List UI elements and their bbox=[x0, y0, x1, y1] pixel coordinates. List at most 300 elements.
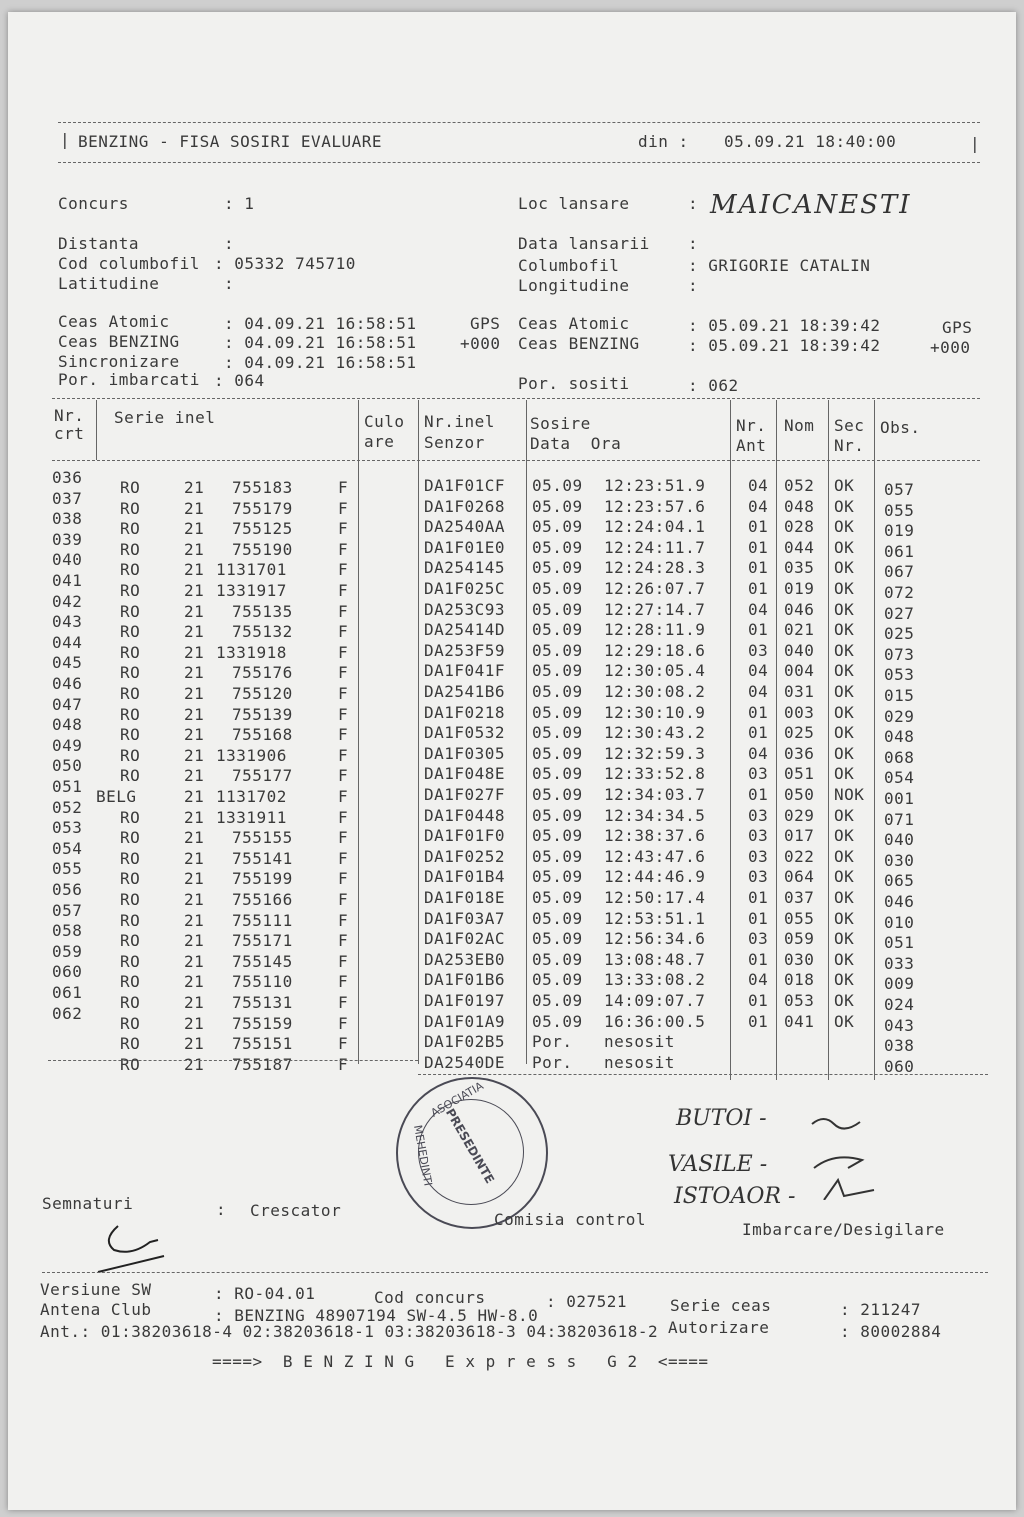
arrival-date-cell: 05.09 bbox=[532, 846, 583, 866]
semnaturi-label: Semnaturi bbox=[42, 1194, 134, 1213]
ring-number-cell: 755125 bbox=[232, 519, 293, 539]
handwritten-signature-3: ISTOAOR - bbox=[674, 1184, 796, 1209]
sec-cell: OK bbox=[834, 723, 855, 743]
tara-cell: RO bbox=[120, 910, 141, 930]
ring-number-cell: 755131 bbox=[232, 993, 293, 1012]
tara-cell: RO bbox=[120, 704, 141, 724]
sensor-cell: DA253C93 bbox=[424, 599, 506, 619]
obs-cell: 054 bbox=[884, 768, 915, 788]
nom-cell: 022 bbox=[784, 846, 815, 866]
sec-cell: OK bbox=[834, 661, 855, 681]
col-line-senzor bbox=[526, 400, 527, 1064]
an-cell: 21 bbox=[184, 560, 205, 580]
arrival-time-cell: 12:23:57.6 bbox=[604, 496, 706, 516]
table-top-rule bbox=[52, 398, 980, 399]
tara-cell: RO bbox=[120, 642, 141, 662]
arrival-date-cell: 05.09 bbox=[532, 908, 583, 928]
sensor-cell: DA1F01CF bbox=[424, 476, 506, 495]
ring-number-cell: 755145 bbox=[232, 951, 293, 971]
obs-cell: 025 bbox=[884, 624, 915, 644]
sensor-cell: DA1F01B6 bbox=[424, 970, 506, 990]
por-sositi-label: Por. sositi bbox=[518, 374, 630, 393]
sensor-cell: DA1F01A9 bbox=[424, 1011, 506, 1031]
tara-cell: RO bbox=[120, 498, 141, 518]
antenna-cell: 01 bbox=[748, 517, 769, 537]
arrival-time-cell: 12:24:04.1 bbox=[604, 517, 706, 537]
antenna-cell: 04 bbox=[748, 682, 769, 701]
nom-cell: 036 bbox=[784, 743, 815, 763]
sensor-cell: DA1F0305 bbox=[424, 743, 506, 763]
an-cell: 21 bbox=[184, 1013, 205, 1033]
nom-cell: 028 bbox=[784, 517, 815, 537]
arrival-date-cell: 05.09 bbox=[532, 702, 583, 722]
sec-cell: OK bbox=[834, 929, 855, 949]
obs-cell: 030 bbox=[884, 850, 915, 870]
nom-cell: 048 bbox=[784, 496, 815, 516]
sensor-cell: DA1F02B5 bbox=[424, 1032, 506, 1052]
serie-ceas-label: Serie ceas bbox=[670, 1296, 772, 1315]
sensor-cell: DA1F0448 bbox=[424, 805, 506, 825]
ring-number-cell: 755183 bbox=[232, 478, 293, 497]
an-cell: 21 bbox=[184, 1054, 205, 1074]
arrival-date-cell: 05.09 bbox=[532, 682, 583, 701]
antenna-cell: 04 bbox=[748, 743, 769, 763]
left-clock-1-suffix: GPS bbox=[470, 314, 501, 333]
tara-cell: RO bbox=[120, 869, 141, 889]
arrival-date-cell: 05.09 bbox=[532, 970, 583, 990]
nom-cell: 046 bbox=[784, 599, 815, 619]
nom-cell: 004 bbox=[784, 661, 815, 681]
longitudine-value: : bbox=[688, 276, 699, 295]
antenna-cell: 01 bbox=[748, 785, 769, 804]
latitudine-value: : bbox=[224, 274, 235, 293]
obs-cell: 071 bbox=[884, 809, 915, 829]
nr-crt-cell: 056 bbox=[52, 880, 83, 899]
antenna-cell: 03 bbox=[748, 805, 769, 825]
versiune-sw-value: : RO-04.01 bbox=[214, 1284, 316, 1303]
tara-cell: BELG bbox=[96, 787, 137, 806]
arrival-time-cell: 12:50:17.4 bbox=[604, 888, 706, 907]
right-clock-2-value: : 05.09.21 18:39:42 bbox=[688, 336, 881, 355]
tara-cell: RO bbox=[120, 684, 141, 703]
sex-cell: F bbox=[338, 478, 349, 497]
sex-cell: F bbox=[338, 498, 349, 518]
sec-cell: OK bbox=[834, 496, 855, 516]
antenna-cell: 01 bbox=[748, 579, 769, 598]
nr-crt-cell: 036 bbox=[52, 468, 83, 487]
sex-cell: F bbox=[338, 848, 349, 868]
nr-crt-cell: 054 bbox=[52, 838, 83, 858]
nr-crt-cell: 038 bbox=[52, 509, 83, 529]
sex-cell: F bbox=[338, 910, 349, 930]
crescator-signature-scribble bbox=[92, 1220, 172, 1280]
table-bottom-rule-left bbox=[48, 1060, 418, 1061]
obs-cell: 043 bbox=[884, 1015, 915, 1035]
loc-lansare-label: Loc lansare bbox=[518, 194, 630, 213]
nr-crt-cell: 050 bbox=[52, 756, 83, 776]
sensor-cell: DA25414D bbox=[424, 620, 506, 640]
data-lansarii-label: Data lansarii bbox=[518, 234, 650, 253]
sec-cell: OK bbox=[834, 558, 855, 578]
nr-crt-cell: 060 bbox=[52, 962, 83, 982]
ring-number-cell: 755199 bbox=[232, 869, 293, 889]
sensor-cell: DA1F0252 bbox=[424, 846, 506, 866]
date-value: 05.09.21 18:40:00 bbox=[724, 132, 897, 151]
arrival-time-cell: 12:30:08.2 bbox=[604, 682, 706, 701]
obs-cell: 055 bbox=[884, 500, 915, 520]
semnaturi-colon: : bbox=[216, 1200, 227, 1219]
obs-cell: 065 bbox=[884, 871, 915, 891]
antenna-cell: 04 bbox=[748, 476, 769, 495]
arrival-date-cell: 05.09 bbox=[532, 640, 583, 660]
right-clock-2-label: Ceas BENZING bbox=[518, 334, 640, 353]
sec-cell: OK bbox=[834, 476, 855, 495]
autorizare-value: : 80002884 bbox=[840, 1322, 942, 1341]
sex-cell: F bbox=[338, 601, 349, 621]
an-cell: 21 bbox=[184, 704, 205, 724]
left-clock-1-label: Ceas Atomic bbox=[58, 312, 170, 331]
an-cell: 21 bbox=[184, 931, 205, 951]
sec-cell: OK bbox=[834, 682, 855, 701]
stamp-text-middle: PRESEDINTE bbox=[442, 1106, 498, 1186]
an-cell: 21 bbox=[184, 828, 205, 848]
antenna-cell: 03 bbox=[748, 846, 769, 866]
nr-crt-cell: 059 bbox=[52, 941, 83, 961]
sec-cell: OK bbox=[834, 805, 855, 825]
sincronizare-label: Sincronizare bbox=[58, 352, 180, 371]
arrival-time-cell: 12:33:52.8 bbox=[604, 764, 706, 784]
ring-number-cell: 1331911 bbox=[216, 807, 287, 827]
nom-cell: 053 bbox=[784, 991, 815, 1010]
sex-cell: F bbox=[338, 993, 349, 1012]
nr-crt-cell: 058 bbox=[52, 921, 83, 941]
an-cell: 21 bbox=[184, 1034, 205, 1054]
arrival-date-cell: 05.09 bbox=[532, 764, 583, 784]
th-nr-ant-2: Ant bbox=[736, 436, 767, 455]
col-line-nr bbox=[96, 400, 97, 460]
tara-cell: RO bbox=[120, 1054, 141, 1074]
association-stamp bbox=[396, 1077, 548, 1229]
cod-concurs-value: : 027521 bbox=[546, 1292, 628, 1311]
nom-cell: 019 bbox=[784, 579, 815, 598]
left-clock-2-suffix: +000 bbox=[460, 334, 501, 353]
antenna-cell: 01 bbox=[748, 888, 769, 907]
ring-number-cell: 755168 bbox=[232, 725, 293, 745]
sex-cell: F bbox=[338, 684, 349, 703]
th-sec-1: Sec bbox=[834, 416, 865, 435]
arrival-date-cell: 05.09 bbox=[532, 867, 583, 887]
nom-cell: 037 bbox=[784, 888, 815, 907]
arrival-time-cell: 12:43:47.6 bbox=[604, 846, 706, 866]
nr-crt-cell: 047 bbox=[52, 694, 83, 714]
ring-number-cell: 755132 bbox=[232, 622, 293, 642]
antenna-ids-line: Ant.: 01:38203618-4 02:38203618-1 03:38203618-3 04:38203618-2 bbox=[40, 1322, 659, 1341]
antenna-cell: 01 bbox=[748, 723, 769, 743]
longitudine-label: Longitudine bbox=[518, 276, 630, 295]
obs-cell: 015 bbox=[884, 686, 915, 705]
obs-cell: 073 bbox=[884, 644, 915, 664]
table-bottom-rule-right bbox=[418, 1074, 988, 1075]
sensor-cell: DA1F01E0 bbox=[424, 537, 506, 557]
cod-concurs-label: Cod concurs bbox=[374, 1288, 486, 1307]
sec-cell: OK bbox=[834, 846, 855, 866]
concurs-label: Concurs bbox=[58, 194, 129, 213]
an-cell: 21 bbox=[184, 642, 205, 662]
obs-cell: 038 bbox=[884, 1036, 915, 1056]
handwritten-signature-1: BUTOI - bbox=[676, 1106, 767, 1131]
arrival-date-cell: 05.09 bbox=[532, 929, 583, 949]
por-imbarcati-value: : 064 bbox=[214, 371, 265, 390]
an-cell: 21 bbox=[184, 601, 205, 621]
nr-crt-cell: 055 bbox=[52, 859, 83, 879]
an-cell: 21 bbox=[184, 848, 205, 868]
obs-cell: 068 bbox=[884, 747, 915, 767]
arrival-date-cell: 05.09 bbox=[532, 476, 583, 495]
right-clock-2-suffix: +000 bbox=[930, 338, 971, 357]
arrival-time-cell: 12:30:05.4 bbox=[604, 661, 706, 681]
arrival-time-cell: 13:08:48.7 bbox=[604, 949, 706, 969]
versiune-sw-label: Versiune SW bbox=[40, 1280, 152, 1299]
antenna-cell: 03 bbox=[748, 929, 769, 949]
sensor-cell: DA2540AA bbox=[424, 517, 506, 537]
th-sec-2: Nr. bbox=[834, 436, 865, 455]
obs-cell: 024 bbox=[884, 995, 915, 1014]
an-cell: 21 bbox=[184, 478, 205, 497]
antenna-cell: 01 bbox=[748, 1011, 769, 1031]
ring-number-cell: 1331906 bbox=[216, 745, 287, 765]
tara-cell: RO bbox=[120, 993, 141, 1012]
sec-cell: OK bbox=[834, 764, 855, 784]
distanta-value: : bbox=[224, 234, 235, 253]
arrival-time-cell: 12:44:46.9 bbox=[604, 867, 706, 887]
ring-number-cell: 755179 bbox=[232, 498, 293, 518]
sincronizare-value: : 04.09.21 16:58:51 bbox=[224, 353, 417, 372]
sec-cell: OK bbox=[834, 970, 855, 990]
columbofil-value: : GRIGORIE CATALIN bbox=[688, 256, 871, 275]
arrival-time-cell: 12:30:10.9 bbox=[604, 702, 706, 722]
ring-number-cell: 755139 bbox=[232, 704, 293, 724]
ring-number-cell: 755111 bbox=[232, 910, 293, 930]
nom-cell: 050 bbox=[784, 785, 815, 804]
arrival-time-cell: 12:26:07.7 bbox=[604, 579, 706, 598]
tara-cell: RO bbox=[120, 972, 141, 992]
an-cell: 21 bbox=[184, 725, 205, 745]
antenna-cell: 01 bbox=[748, 702, 769, 722]
left-clock-2-value: : 04.09.21 16:58:51 bbox=[224, 333, 417, 352]
col-line-sec bbox=[874, 400, 875, 1080]
ring-number-cell: 755135 bbox=[232, 601, 293, 621]
nom-cell: 003 bbox=[784, 702, 815, 722]
obs-cell: 009 bbox=[884, 974, 915, 994]
an-cell: 21 bbox=[184, 807, 205, 827]
obs-cell: 040 bbox=[884, 830, 915, 850]
document-title: BENZING - FISA SOSIRI EVALUARE bbox=[78, 132, 382, 151]
ring-number-cell: 755155 bbox=[232, 828, 293, 848]
ring-number-cell: 755141 bbox=[232, 848, 293, 868]
tara-cell: RO bbox=[120, 931, 141, 951]
nom-cell: 041 bbox=[784, 1011, 815, 1031]
obs-cell: 053 bbox=[884, 665, 915, 685]
an-cell: 21 bbox=[184, 787, 205, 806]
arrival-time-cell: 12:29:18.6 bbox=[604, 640, 706, 660]
obs-cell: 060 bbox=[884, 1056, 915, 1076]
sensor-cell: DA1F041F bbox=[424, 661, 506, 681]
obs-cell: 001 bbox=[884, 789, 915, 808]
arrival-date-cell: 05.09 bbox=[532, 826, 583, 846]
th-sosire: Sosire bbox=[530, 414, 591, 433]
nom-cell: 051 bbox=[784, 764, 815, 784]
arrival-date-cell: 05.09 bbox=[532, 620, 583, 640]
nr-crt-cell: 043 bbox=[52, 612, 83, 632]
tara-cell: RO bbox=[120, 725, 141, 745]
sex-cell: F bbox=[338, 622, 349, 642]
nr-crt-cell: 037 bbox=[52, 488, 83, 508]
sensor-cell: DA1F03A7 bbox=[424, 908, 506, 928]
arrival-date-cell: Por. bbox=[532, 1052, 573, 1072]
nr-crt-cell: 040 bbox=[52, 550, 83, 570]
antena-club-label: Antena Club bbox=[40, 1300, 152, 1319]
arrival-date-cell: 05.09 bbox=[532, 661, 583, 681]
distanta-label: Distanta bbox=[58, 234, 140, 253]
sex-cell: F bbox=[338, 581, 349, 600]
sensor-cell: DA1F027F bbox=[424, 785, 506, 804]
th-nr-crt-2: crt bbox=[54, 424, 85, 443]
nom-cell: 059 bbox=[784, 929, 815, 949]
nr-crt-cell: 053 bbox=[52, 818, 83, 838]
nom-cell: 064 bbox=[784, 867, 815, 887]
antenna-cell: 01 bbox=[748, 949, 769, 969]
sensor-cell: DA1F01B4 bbox=[424, 867, 506, 887]
antenna-cell: 03 bbox=[748, 764, 769, 784]
por-sositi-value: : 062 bbox=[688, 376, 739, 395]
ring-number-cell: 755120 bbox=[232, 684, 293, 703]
nom-cell: 030 bbox=[784, 949, 815, 969]
arrival-time-cell: 12:53:51.1 bbox=[604, 908, 706, 928]
tara-cell: RO bbox=[120, 766, 141, 786]
col-line-sosire bbox=[730, 400, 731, 1080]
obs-cell: 051 bbox=[884, 933, 915, 953]
an-cell: 21 bbox=[184, 622, 205, 642]
sensor-cell: DA1F02AC bbox=[424, 929, 506, 949]
arrival-time-cell: 12:34:03.7 bbox=[604, 785, 706, 804]
an-cell: 21 bbox=[184, 951, 205, 971]
handwritten-signature-2: VASILE - bbox=[668, 1152, 768, 1177]
an-cell: 21 bbox=[184, 910, 205, 930]
ring-number-cell: 1131701 bbox=[216, 560, 287, 580]
sensor-cell: DA1F0268 bbox=[424, 496, 506, 516]
sensor-cell: DA2541B6 bbox=[424, 682, 506, 701]
ring-number-cell: 755190 bbox=[232, 539, 293, 559]
columbofil-label: Columbofil bbox=[518, 256, 620, 275]
header-left-bar: | bbox=[60, 130, 71, 149]
sec-cell: OK bbox=[834, 640, 855, 660]
arrival-date-cell: 05.09 bbox=[532, 496, 583, 516]
sensor-cell: DA253EB0 bbox=[424, 949, 506, 969]
sec-cell: OK bbox=[834, 620, 855, 640]
tara-cell: RO bbox=[120, 478, 141, 497]
obs-cell: 029 bbox=[884, 706, 915, 726]
tara-cell: RO bbox=[120, 560, 141, 580]
sec-cell: OK bbox=[834, 888, 855, 907]
arrival-time-cell: 12:34:34.5 bbox=[604, 805, 706, 825]
sex-cell: F bbox=[338, 1034, 349, 1054]
crescator-label: Crescator bbox=[250, 1201, 342, 1220]
arrival-time-cell: 12:23:51.9 bbox=[604, 476, 706, 495]
sex-cell: F bbox=[338, 663, 349, 683]
ring-number-cell: 755176 bbox=[232, 663, 293, 683]
data-lansarii-value: : bbox=[688, 234, 699, 253]
stamp-text-side: MEHEDINTI bbox=[411, 1124, 435, 1187]
arrival-time-cell: 12:56:34.6 bbox=[604, 929, 706, 949]
tara-cell: RO bbox=[120, 622, 141, 642]
nom-cell: 055 bbox=[784, 908, 815, 928]
nr-crt-cell: 052 bbox=[52, 797, 83, 817]
sensor-cell: DA1F0532 bbox=[424, 723, 506, 743]
sex-cell: F bbox=[338, 951, 349, 971]
ring-number-cell: 1331918 bbox=[216, 642, 287, 662]
sec-cell: OK bbox=[834, 579, 855, 598]
arrival-time-cell: 14:09:07.7 bbox=[604, 991, 706, 1010]
arrival-time-cell: 16:36:00.5 bbox=[604, 1011, 706, 1031]
latitudine-label: Latitudine bbox=[58, 274, 160, 293]
antenna-cell: 04 bbox=[748, 599, 769, 619]
sensor-cell: DA254145 bbox=[424, 558, 506, 578]
col-line-culoare bbox=[418, 400, 419, 1064]
th-nr-crt-1: Nr. bbox=[54, 406, 85, 425]
sex-cell: F bbox=[338, 890, 349, 909]
tara-cell: RO bbox=[120, 581, 141, 600]
nom-cell: 017 bbox=[784, 826, 815, 846]
sec-cell: OK bbox=[834, 826, 855, 846]
document-page bbox=[8, 12, 1016, 1510]
concurs-value: : 1 bbox=[224, 194, 255, 213]
left-clock-2-label: Ceas BENZING bbox=[58, 332, 180, 351]
sec-cell: OK bbox=[834, 949, 855, 969]
ring-number-cell: 755151 bbox=[232, 1034, 293, 1054]
an-cell: 21 bbox=[184, 766, 205, 786]
antenna-cell: 01 bbox=[748, 558, 769, 578]
an-cell: 21 bbox=[184, 519, 205, 539]
right-clock-1-suffix: GPS bbox=[942, 318, 973, 337]
sex-cell: F bbox=[338, 539, 349, 559]
benzing-brand-line: ====> B E N Z I N G E x p r e s s G 2 <==== bbox=[212, 1352, 709, 1371]
footer-top-rule bbox=[42, 1272, 988, 1273]
arrival-date-cell: 05.09 bbox=[532, 558, 583, 578]
obs-cell: 061 bbox=[884, 541, 915, 561]
antenna-cell: 04 bbox=[748, 970, 769, 990]
arrival-time-cell: 12:30:43.2 bbox=[604, 723, 706, 743]
arrival-time-cell: 12:24:28.3 bbox=[604, 558, 706, 578]
col-line-nom bbox=[828, 400, 829, 1080]
th-data-ora: Data Ora bbox=[530, 434, 622, 453]
antenna-cell: 01 bbox=[748, 620, 769, 640]
sensor-cell: DA1F018E bbox=[424, 888, 506, 907]
an-cell: 21 bbox=[184, 890, 205, 909]
sex-cell: F bbox=[338, 972, 349, 992]
nom-cell: 040 bbox=[784, 640, 815, 660]
por-imbarcati-label: Por. imbarcati bbox=[58, 370, 200, 389]
th-obs: Obs. bbox=[880, 418, 921, 437]
arrival-time-cell: 12:28:11.9 bbox=[604, 620, 706, 640]
tara-cell: RO bbox=[120, 1013, 141, 1033]
arrival-date-cell: 05.09 bbox=[532, 743, 583, 763]
sex-cell: F bbox=[338, 807, 349, 827]
cod-columbofil-value: : 05332 745710 bbox=[214, 254, 356, 273]
antenna-cell: 01 bbox=[748, 908, 769, 928]
an-cell: 21 bbox=[184, 581, 205, 600]
arrival-date-cell: 05.09 bbox=[532, 785, 583, 804]
antenna-cell: 01 bbox=[748, 991, 769, 1010]
